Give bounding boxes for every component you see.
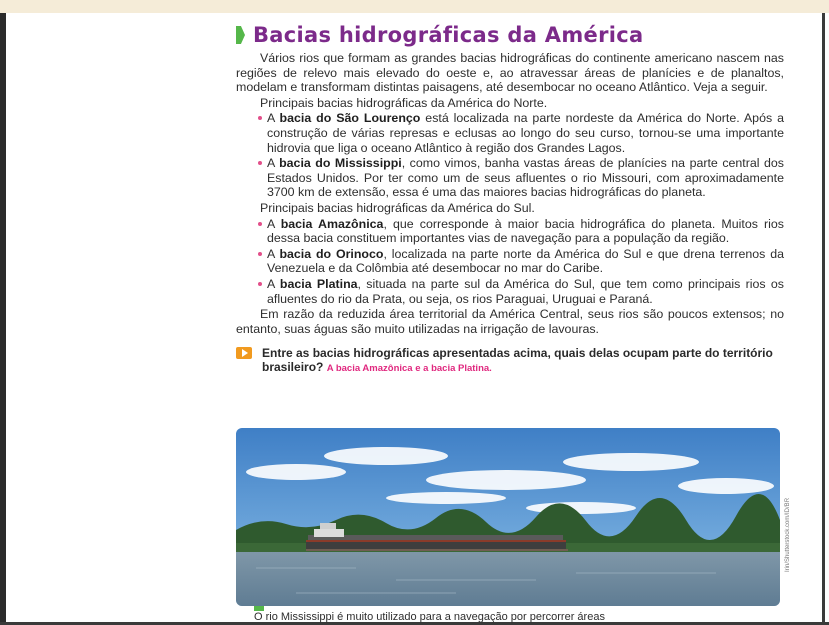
bullet-dot-icon — [258, 282, 262, 286]
bullet-dot-icon — [258, 222, 262, 226]
bullet-orinoco: A bacia do Orinoco, localizada na parte norte da América do Sul e que drena terrenos da Venezuela e da Colômbia até desembocar no mar do Caribe. — [236, 247, 784, 276]
bullet-dot-icon — [258, 252, 262, 256]
top-band — [0, 0, 829, 13]
intro-paragraph: Vários rios que formam as grandes bacias hidrográficas do continente americano nascem nas regiões de relevo mais elevado do oeste e, ao atravessar áreas de planícies e de planaltos, modelam e transformam distintas paisagens, até desembocar no oceano Atlântico. Veja a seguir. — [236, 51, 784, 95]
bullet-mississippi: A bacia do Mississippi, como vimos, banha vastas áreas de planícies na parte central dos Estados Unidos. Por ter como um de seus afluentes o rio Missouri, com aproximadamente 3700 km de extensão, essa é uma das maiores bacias hidrográficas do planeta. — [236, 156, 784, 200]
north-heading: Principais bacias hidrográficas da América do Norte. — [260, 95, 548, 110]
photo-caption: O rio Mississippi é muito utilizado para a navegação por percorrer áreas — [254, 611, 605, 623]
term-amazonica: bacia Amazônica — [280, 216, 384, 231]
question-text: Entre as bacias hidrográficas apresentadas acima, quais delas ocupam parte do território brasileiro? — [262, 346, 773, 375]
section-header — [236, 20, 784, 50]
question-arrow-icon — [236, 347, 252, 359]
page-title: Bacias hidrográficas da América — [253, 23, 644, 47]
answer-text: A bacia Amazônica e a bacia Platina. — [326, 363, 492, 375]
title-marker-icon — [236, 26, 245, 44]
photo-credit: Irin/Shutterstock.com/ID/BR — [785, 497, 791, 572]
term-mississippi: bacia do Mississippi — [279, 156, 402, 171]
term-orinoco: bacia do Orinoco — [279, 246, 384, 261]
bullet-sao-lourenco: A bacia do São Lourenço está localizada na parte nordeste da América do Norte. Após a construção de várias represas e eclusas ao longo do seu curso, tornou-se uma importante hidrovia que liga o oceano Atlântico à região dos Grandes Lagos. — [236, 111, 784, 155]
central-america-paragraph: Em razão da reduzida área territorial da América Central, seus rios são poucos extensos; no entanto, suas águas são muito utilizadas na irrigação de lavouras. — [236, 307, 784, 336]
bullet-dot-icon — [258, 161, 262, 165]
term-platina: bacia Platina — [279, 276, 358, 291]
bullet-dot-icon — [258, 116, 262, 120]
river-photo — [236, 428, 780, 606]
left-gutter — [6, 13, 10, 625]
bullet-amazonica: A bacia Amazônica, que corresponde à maior bacia hidrográfica do planeta. Muitos rios dessa bacia constituem importantes vias de navegação para a população da região. — [236, 217, 784, 246]
south-heading: Principais bacias hidrográficas da América do Sul. — [260, 200, 535, 215]
bullet-platina: A bacia Platina, situada na parte sul da América do Sul, que tem como principais rios os afluentes do rio da Prata, ou seja, os rios Paraguai, Uruguai e Paraná. — [236, 277, 784, 306]
right-border-line — [822, 13, 825, 625]
page-content — [236, 20, 784, 376]
question-block — [236, 346, 784, 376]
term-sao-lourenco: bacia do São Lourenço — [279, 111, 421, 126]
